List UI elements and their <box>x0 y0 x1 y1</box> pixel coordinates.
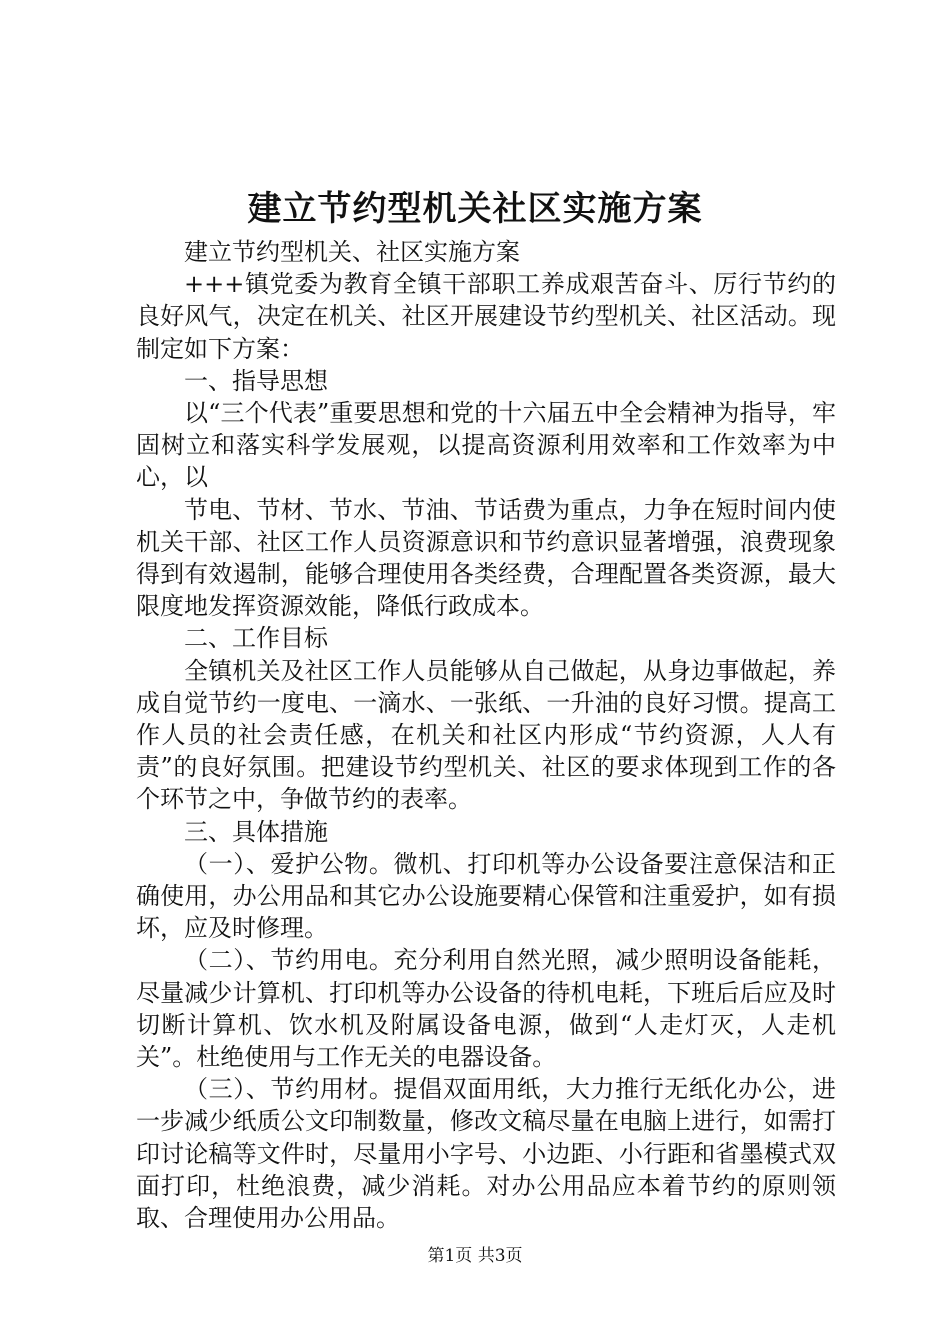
paragraph-measure-2: （二）、节约用电。充分利用自然光照，减少照明设备能耗，尽量减少计算机、打印机等办公设备的待机电耗，下班后后应及时切断计算机、饮水机及附属设备电源，做到“人走灯灭，人走机关”。杜绝使用与工作无关的电器设备。 <box>136 946 836 1072</box>
page-number-footer: 第1页 共3页 <box>427 1246 523 1266</box>
paragraph-measure-1: （一）、爱护公物。微机、打印机等办公设备要注意保洁和正确使用，办公用品和其它办公设施要精心保管和注重爱护，如有损坏，应及时修理。 <box>136 849 836 943</box>
section-heading-work-goals: 二、工作目标 <box>184 624 328 653</box>
paragraph-guiding-thought: 以“三个代表”重要思想和党的十六届五中全会精神为指导，牢固树立和落实科学发展观，以提高资源利用效率和工作效率为中心，以 <box>136 399 836 492</box>
paragraph-measure-3: （三）、节约用材。提倡双面用纸，大力推行无纸化办公，进一步减少纸质公文印制数量，修改文稿尽量在电脑上进行，如需打印讨论稿等文件时，尽量用小字号、小边距、小行距和省墨模式双面打印，杜绝浪费，减少消耗。对办公用品应本着节约的原则领取、合理使用办公用品。 <box>136 1075 836 1233</box>
section-heading-guiding-thought: 一、指导思想 <box>184 366 328 395</box>
paragraph-work-goals: 全镇机关及社区工作人员能够从自己做起，从身边事做起，养成自觉节约一度电、一滴水、一张纸、一升油的良好习惯。提高工作人员的社会责任感，在机关和社区内形成“节约资源，人人有责”的良好氛围。把建设节约型机关、社区的要求体现到工作的各个环节之中，争做节约的表率。 <box>136 656 836 814</box>
paragraph-guiding-thought-continued: 节电、节材、节水、节油、节话费为重点，力争在短时间内使机关干部、社区工作人员资源意识和节约意识显著增强，浪费现象得到有效遏制，能够合理使用各类经费，合理配置各类资源，最大限度地发挥资源效能，降低行政成本。 <box>136 495 836 621</box>
document-body <box>136 236 836 1234</box>
paragraph-intro: +++镇党委为教育全镇干部职工养成艰苦奋斗、厉行节约的良好风气，决定在机关、社区开展建设节约型机关、社区活动。现制定如下方案： <box>136 270 836 363</box>
section-heading-measures: 三、具体措施 <box>184 817 328 846</box>
document-title: 建立节约型机关社区实施方案 <box>247 189 703 229</box>
paragraph-subtitle: 建立节约型机关、社区实施方案 <box>184 238 520 266</box>
